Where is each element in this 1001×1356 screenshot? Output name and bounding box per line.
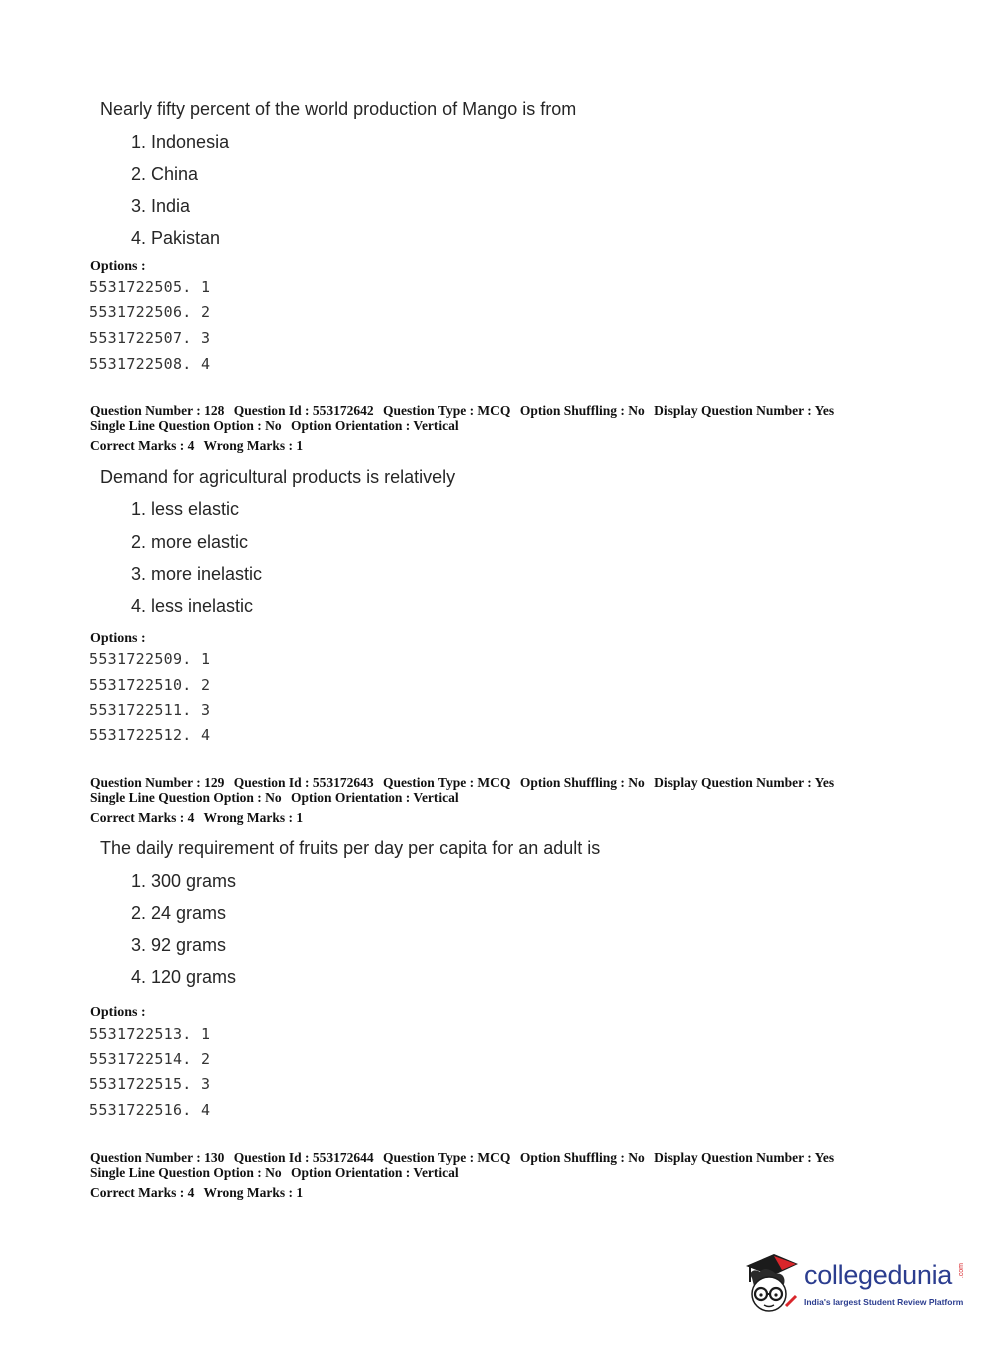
question-130-marks: [90, 1185, 309, 1200]
question-127-choice-4: 4. Pakistan: [131, 228, 221, 248]
question-128-option-id-4: 5531722512. 4: [89, 726, 211, 744]
question-id: Question Id : 553172644: [233, 1150, 374, 1165]
wrong-marks: Wrong Marks : 1: [203, 810, 304, 825]
question-128-choice-3: 3. more inelastic: [131, 564, 263, 584]
question-127-text: Nearly fifty percent of the world production of Mango is from: [100, 99, 577, 119]
question-type: Question Type : MCQ: [383, 775, 511, 790]
logo-domain-suffix: .com: [958, 1263, 965, 1279]
question-128-meta-line-1: [90, 403, 840, 418]
question-127-choice-2: 2. China: [131, 164, 199, 184]
option-shuffling: Option Shuffling : No: [519, 1150, 645, 1165]
question-128-meta-line-2: [90, 418, 465, 433]
question-127-option-id-1: 5531722505. 1: [89, 278, 211, 296]
logo-tagline: India's largest Student Review Platform: [804, 1297, 964, 1307]
option-shuffling: Option Shuffling : No: [519, 403, 645, 418]
single-line-question-option: Single Line Question Option : No: [90, 418, 282, 433]
question-127-options-label: Options :: [90, 259, 146, 274]
option-orientation: Option Orientation : Vertical: [291, 418, 459, 433]
question-130-meta-line-2: [90, 1165, 465, 1180]
collegedunia-logo: [742, 1250, 972, 1320]
question-127-option-id-4: 5531722508. 4: [89, 355, 211, 373]
question-129-choice-3: 3. 92 grams: [131, 935, 227, 955]
question-type: Question Type : MCQ: [383, 403, 511, 418]
wrong-marks: Wrong Marks : 1: [203, 1185, 304, 1200]
question-128-choice-2: 2. more elastic: [131, 532, 249, 552]
question-128-choice-4: 4. less inelastic: [131, 596, 254, 616]
question-128-choice-1: 1. less elastic: [131, 499, 240, 519]
question-128-option-id-3: 5531722511. 3: [89, 701, 211, 719]
single-line-question-option: Single Line Question Option : No: [90, 790, 282, 805]
question-129-meta-line-1: [90, 775, 840, 790]
question-130-meta-line-1: [90, 1150, 840, 1165]
question-id: Question Id : 553172642: [233, 403, 374, 418]
display-question-number: Display Question Number : Yes: [654, 1150, 835, 1165]
correct-marks: Correct Marks : 4: [90, 438, 195, 453]
mascot-icon: [742, 1250, 800, 1316]
question-129-text: The daily requirement of fruits per day per capita for an adult is: [100, 838, 601, 858]
option-shuffling: Option Shuffling : No: [519, 775, 645, 790]
question-id: Question Id : 553172643: [233, 775, 374, 790]
question-129-choice-1: 1. 300 grams: [131, 871, 237, 891]
question-129-marks: [90, 810, 309, 825]
question-129-meta-line-2: [90, 790, 465, 805]
question-127-option-id-3: 5531722507. 3: [89, 329, 211, 347]
question-129-option-id-4: 5531722516. 4: [89, 1101, 211, 1119]
question-128-option-id-1: 5531722509. 1: [89, 650, 211, 668]
question-number: Question Number : 130: [90, 1150, 225, 1165]
question-129-option-id-3: 5531722515. 3: [89, 1075, 211, 1093]
question-128-text: Demand for agricultural products is relatively: [100, 467, 456, 487]
display-question-number: Display Question Number : Yes: [654, 775, 835, 790]
question-129-choice-2: 2. 24 grams: [131, 903, 227, 923]
question-129-option-id-2: 5531722514. 2: [89, 1050, 211, 1068]
correct-marks: Correct Marks : 4: [90, 1185, 195, 1200]
question-129-choice-4: 4. 120 grams: [131, 967, 237, 987]
logo-wordmark: collegedunia: [804, 1260, 953, 1290]
display-question-number: Display Question Number : Yes: [654, 403, 835, 418]
single-line-question-option: Single Line Question Option : No: [90, 1165, 282, 1180]
question-127-choice-1: 1. Indonesia: [131, 132, 230, 152]
question-127-choice-3: 3. India: [131, 196, 191, 216]
question-129-options-label: Options :: [90, 1005, 146, 1020]
question-127-option-id-2: 5531722506. 2: [89, 303, 211, 321]
question-type: Question Type : MCQ: [383, 1150, 511, 1165]
question-number: Question Number : 129: [90, 775, 225, 790]
correct-marks: Correct Marks : 4: [90, 810, 195, 825]
question-number: Question Number : 128: [90, 403, 225, 418]
question-128-options-label: Options :: [90, 631, 146, 646]
option-orientation: Option Orientation : Vertical: [291, 790, 459, 805]
question-129-option-id-1: 5531722513. 1: [89, 1025, 211, 1043]
wrong-marks: Wrong Marks : 1: [203, 438, 304, 453]
question-128-option-id-2: 5531722510. 2: [89, 676, 211, 694]
question-128-marks: [90, 438, 309, 453]
option-orientation: Option Orientation : Vertical: [291, 1165, 459, 1180]
